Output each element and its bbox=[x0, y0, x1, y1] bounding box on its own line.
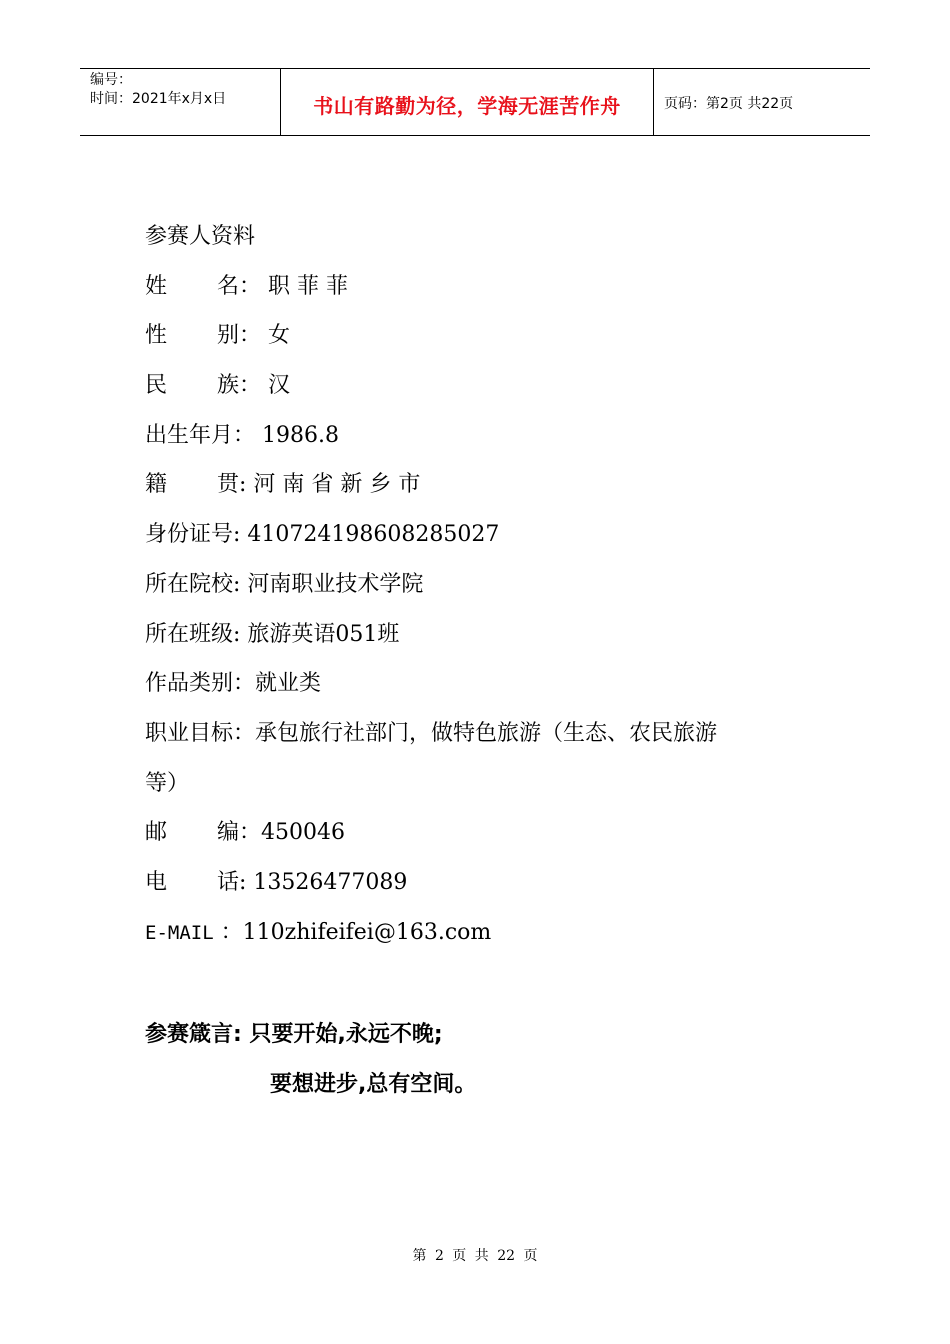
id-row bbox=[145, 510, 825, 560]
native-label-a: 籍 bbox=[145, 472, 168, 498]
gender-label-a: 性 bbox=[145, 323, 168, 349]
native-label-b: 贯: bbox=[217, 472, 247, 498]
ethnicity-value: 汉 bbox=[268, 373, 291, 399]
name-value: 职 菲 菲 bbox=[268, 273, 349, 299]
email-value: 110zhifeifei@163.com bbox=[242, 919, 492, 945]
name-label-b: 名： bbox=[217, 273, 262, 299]
goal-row-continued bbox=[145, 759, 825, 809]
motto-block bbox=[145, 1010, 476, 1110]
postcode-row bbox=[145, 808, 825, 858]
header-slogan: 书山有路勤为径，学海无涯苦作舟 bbox=[281, 69, 654, 135]
gender-value: 女 bbox=[268, 323, 291, 349]
ethnicity-label-a: 民 bbox=[145, 373, 168, 399]
native-value: 河 南 省 新 乡 市 bbox=[253, 472, 421, 498]
name-label-a: 姓 bbox=[145, 273, 168, 299]
name-row bbox=[145, 262, 825, 312]
birth-value: 1986.8 bbox=[262, 422, 339, 448]
id-label: 身份证号: bbox=[145, 522, 241, 548]
school-label: 所在院校: bbox=[145, 571, 241, 597]
phone-value: 13526477089 bbox=[253, 869, 408, 895]
phone-label-b: 话: bbox=[217, 869, 247, 895]
native-row bbox=[145, 460, 825, 510]
id-value: 410724198608285027 bbox=[247, 522, 500, 548]
school-row bbox=[145, 560, 825, 610]
time-label: 时间：2021年x月x日 bbox=[90, 91, 227, 107]
ethnicity-label-b: 族： bbox=[217, 373, 262, 399]
email-row bbox=[145, 908, 825, 958]
class-value: 旅游英语051班 bbox=[247, 621, 400, 647]
category-row bbox=[145, 659, 825, 709]
document-header bbox=[80, 68, 870, 136]
gender-label-b: 别： bbox=[217, 323, 262, 349]
header-page-label: 页码：第2页 共22页 bbox=[664, 96, 794, 112]
phone-label-a: 电 bbox=[145, 869, 168, 895]
number-label: 编号： bbox=[90, 72, 132, 88]
postcode-value: 450046 bbox=[261, 820, 345, 846]
header-meta bbox=[80, 69, 281, 135]
birth-label: 出生年月： bbox=[145, 422, 256, 448]
birth-row bbox=[145, 411, 825, 461]
postcode-label-b: 编： bbox=[217, 820, 262, 846]
email-label: E-MAIL bbox=[145, 921, 214, 944]
page-footer: 第 2 页 共 22 页 bbox=[412, 1248, 538, 1264]
profile-section bbox=[145, 212, 825, 957]
postcode-label-a: 邮 bbox=[145, 820, 168, 846]
goal-label: 职业目标： bbox=[145, 720, 256, 746]
goal-value-line2: 等） bbox=[145, 770, 190, 796]
gender-row bbox=[145, 311, 825, 361]
class-row bbox=[145, 610, 825, 660]
class-label: 所在班级: bbox=[145, 621, 241, 647]
category-label: 作品类别： bbox=[145, 671, 256, 697]
category-value: 就业类 bbox=[255, 671, 322, 697]
goal-value-line1: 承包旅行社部门，做特色旅游（生态、农民旅游 bbox=[255, 720, 718, 746]
school-value: 河南职业技术学院 bbox=[247, 571, 424, 597]
goal-row bbox=[145, 709, 825, 759]
section-title: 参赛人资料 bbox=[145, 224, 256, 249]
phone-row bbox=[145, 858, 825, 908]
motto-line-1: 参赛箴言: 只要开始,永远不晚; bbox=[145, 1022, 443, 1047]
email-separator: ： bbox=[220, 919, 243, 945]
motto-line-2: 要想进步,总有空间。 bbox=[270, 1072, 477, 1097]
ethnicity-row bbox=[145, 361, 825, 411]
